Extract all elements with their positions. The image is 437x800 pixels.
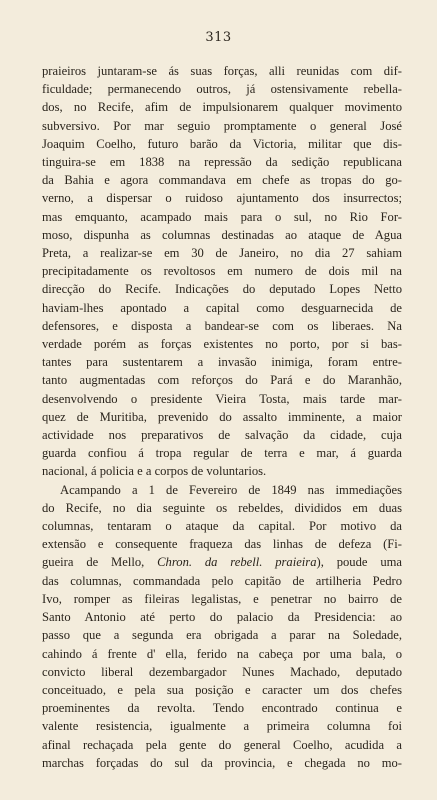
text-line: verno, a dispersar o ruidoso ajuntamento dos insurrectos;: [42, 191, 402, 206]
text-line: desenvolvendo o presidente Vieira Tosta, mais tarde mar-: [42, 391, 402, 406]
text-line: extensão e consequente fraqueza das linhas de defeza (Fi-: [42, 537, 402, 552]
text-line: guarda confiou á tropa regular de terra e mar, á guarda: [42, 446, 402, 461]
text-line: columnas, tentaram o ataque da capital. Por motivo da: [42, 519, 402, 534]
text-line: nacional, á policia e a corpos de voluntarios.: [42, 464, 267, 479]
citation-suffix: ), poude uma: [316, 555, 403, 570]
text-line: precipitadamente os revoltosos em numero de dois mil na: [42, 264, 402, 279]
paragraph-1: [42, 62, 402, 481]
page-number: 313: [205, 30, 232, 45]
text-line: do Recife, no dia seguinte os rebeldes, divididos em duas: [42, 500, 402, 515]
text-line: Ivo, romper as fileiras legalistas, e penetrar no bairro de: [42, 591, 402, 606]
text-line-with-citation: [42, 553, 402, 571]
text-line: defensores, e disposta a bandear-se com os liberaes. Na: [42, 318, 402, 333]
text-line: subversivo. Por mar seguio promptamente o general José: [42, 118, 402, 133]
text-line: actividade nos preparativos de salvação da cidade, cuja: [42, 428, 402, 443]
text-line: quez de Muritiba, prevenido do assalto imminente, a maior: [42, 409, 402, 424]
text-line: conceituado, e pela sua posição e caracter um dos chefes: [42, 682, 402, 697]
text-line: passo que a segunda era obrigada a parar na Soledade,: [42, 628, 402, 643]
text-line: tinguira-se em 1838 na repressão da sedição republicana: [42, 155, 402, 170]
text-line: das columnas, commandada pelo capitão de artilheria Pedro: [42, 573, 402, 588]
text-line: da Bahia e agora commandava em chefe as tropas do go-: [42, 173, 402, 188]
paragraph-2: [42, 481, 402, 772]
text-line: marchas forçadas do sul da provincia, e chegada no mo-: [42, 755, 402, 770]
text-line: direcção do Recife. Indicações do deputado Lopes Netto: [42, 282, 402, 297]
text-line: mas emquanto, acampado mais para o sul, no Rio For-: [42, 209, 402, 224]
text-line: Acampando a 1 de Fevereiro de 1849 nas immediações: [60, 482, 402, 497]
text-line: tantes para sustentarem a invasão inimiga, foram entre-: [42, 355, 402, 370]
text-line: moso, dispunha as columnas destinadas ao ataque de Agua: [42, 227, 402, 242]
text-line: ficuldade; permanecendo outros, já ostensivamente rebella-: [42, 82, 402, 97]
text-line: tanto augmentadas com reforços do Pará e do Maranhão,: [42, 373, 402, 388]
text-line: convicto liberal dezembargador Nunes Machado, deputado: [42, 664, 402, 679]
text-line: valente resistencia, igualmente a primeira columna foi: [42, 719, 402, 734]
text-line: proeminentes da revolta. Tendo encontrado continua e: [42, 701, 402, 716]
text-line: dos, no Recife, afim de impulsionarem qualquer movimento: [42, 100, 402, 115]
text-line: haviam-lhes apontado a capital como desguarnecida de: [42, 300, 402, 315]
citation-prefix: gueira de Mello,: [42, 555, 158, 570]
text-line: Joaquim Coelho, futuro barão da Victoria, militar que dis-: [42, 136, 402, 151]
text-line: afinal rechaçada pela gente do general Coelho, acudida a: [42, 737, 402, 752]
text-line: Santo Antonio até perto do palacio da Presidencia: ao: [42, 610, 402, 625]
text-line: verdade porém as forças existentes no porto, por si bas-: [42, 337, 402, 352]
text-line: cahindo á frente d' ella, ferido na cabeça por uma bala, o: [42, 646, 402, 661]
citation-title: Chron. da rebell. praieira: [157, 555, 317, 570]
body-text: [42, 62, 402, 772]
text-line: Preta, a realizar-se em 30 de Janeiro, no dia 27 sahiam: [42, 246, 402, 261]
text-line: praieiros juntaram-se ás suas forças, alli reunidas com dif-: [42, 64, 402, 78]
